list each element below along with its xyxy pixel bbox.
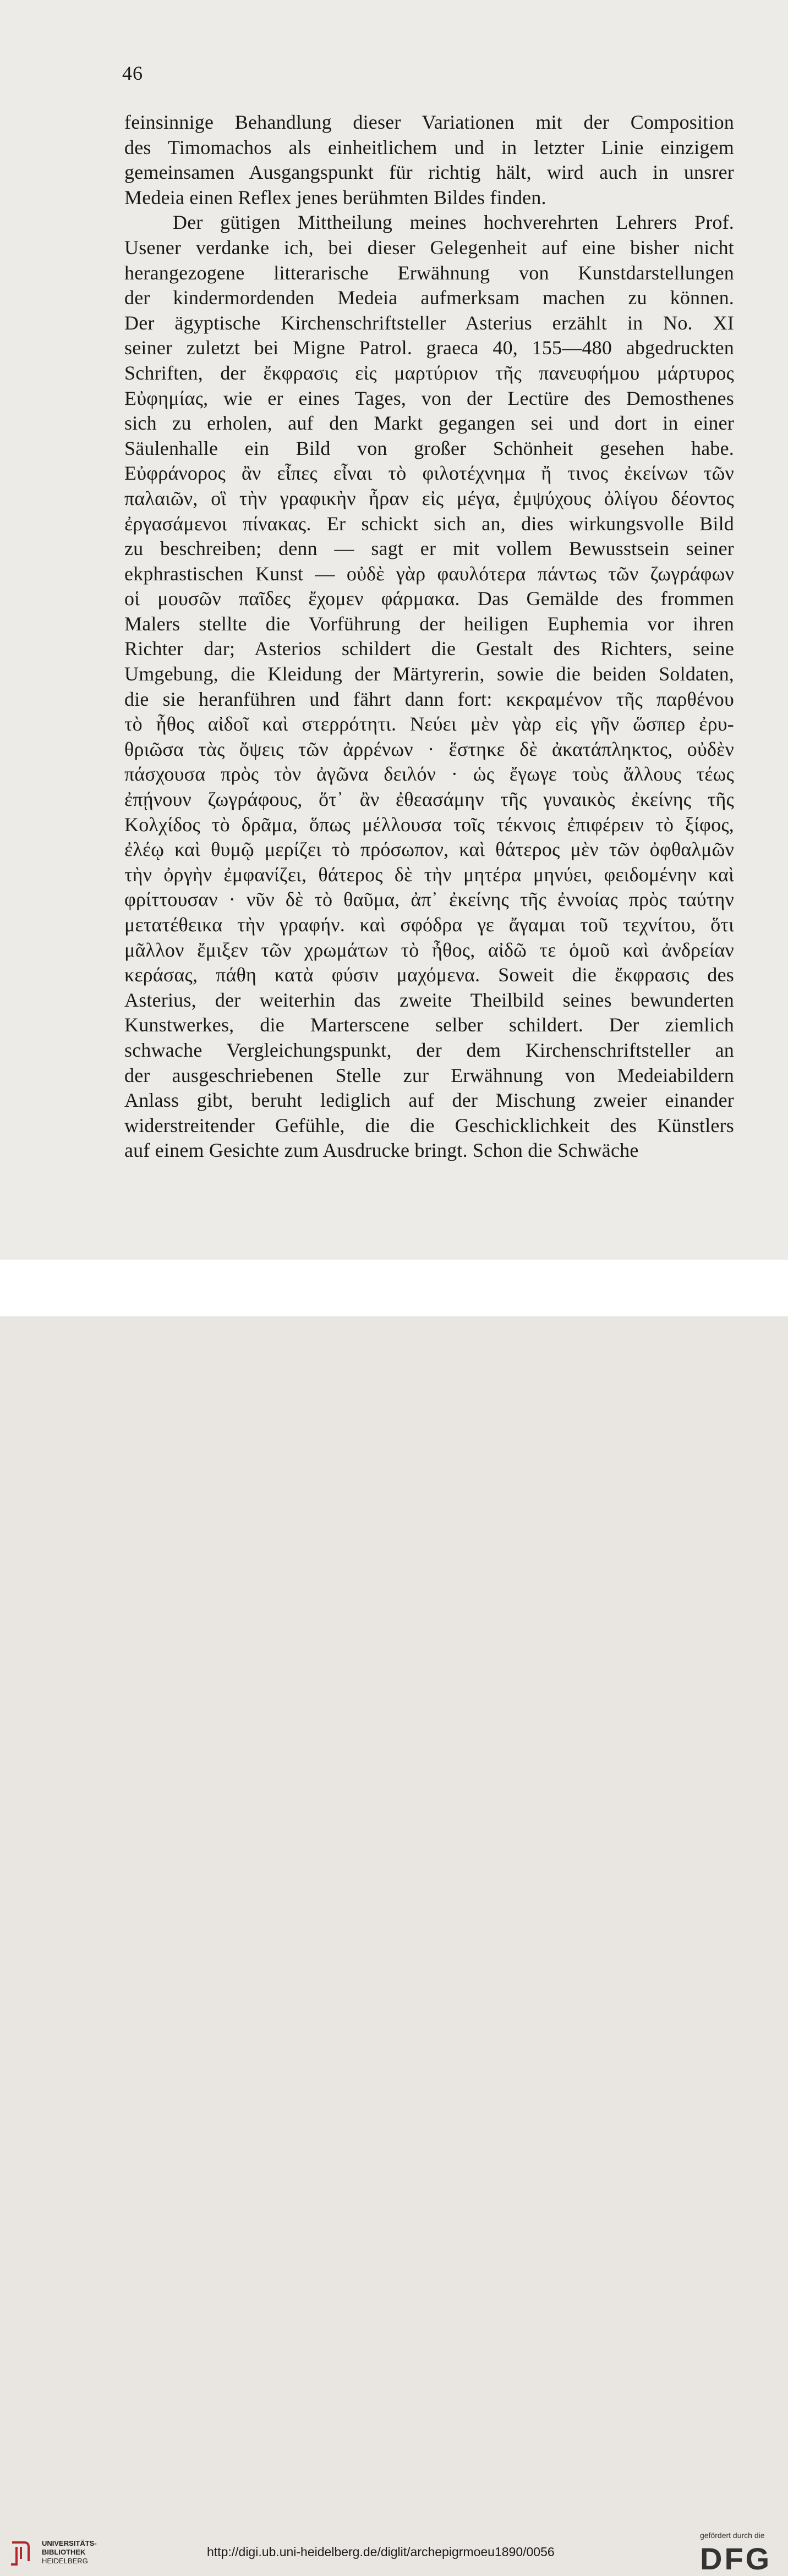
text-line: Richter dar; Asterios schildert die Gestalt des Richters, seine — [124, 638, 734, 660]
text-line: Usener verdanke ich, bei dieser Gelegenheit auf eine bisher nicht — [124, 236, 734, 259]
text-line: παλαιῶν, οἳ τὴν γραφικὴν ἦραν εἰς μέγα, ἐμψύχους ὀλίγου δέοντος — [124, 487, 734, 509]
text-line: Malers stellte die Vorführung der heiligen Euphemia vor ihren — [124, 612, 734, 635]
text-line: φρίττουσαν · νῦν δὲ τὸ θαῦμα, ἀπ᾽ ἐκείνης τῆς ἐννοίας πρὸς ταύτην — [124, 888, 734, 911]
text-line: Umgebung, die Kleidung der Märtyrerin, sowie die beiden Soldaten, — [124, 663, 734, 685]
text-line: Anlass gibt, beruht lediglich auf der Mischung zweier einander — [124, 1089, 734, 1112]
text-line: πάσχουσα πρὸς τὸν ἀγῶνα δειλόν · ὡς ἔγωγε τοὺς ἄλλους τέως — [124, 763, 734, 786]
text-line: herangezogene litterarische Erwähnung von Kunstdarstellungen — [124, 261, 734, 284]
text-line: auf einem Gesichte zum Ausdrucke bringt. Schon die Schwäche — [124, 1139, 639, 1162]
university-library-logo-icon — [8, 2539, 32, 2568]
text-line: der kindermordenden Medeia aufmerksam machen zu können. — [124, 287, 734, 309]
text-line: κεράσας, πάθη κατὰ φύσιν μαχόμενα. Soweit die ἔκφρασις des — [124, 964, 734, 986]
funding-note: gefördert durch die — [700, 2531, 765, 2540]
text-line: τὴν ὀργὴν ἐμφανίζει, θάτερος δὲ τὴν μητέρα μηνύει, φειδομένην καὶ — [124, 863, 734, 886]
text-line: Κολχίδος τὸ δρᾶμα, ὅπως μέλλουσα τοῖς τέκνοις ἐπιφέρειν τὸ ξίφος, — [124, 813, 734, 836]
text-line: ἐλέῳ καὶ θυμῷ μερίζει τὸ πρόσωπον, καὶ θάτερος μὲν τῶν ὀφθαλμῶν — [124, 838, 734, 861]
text-line: Kunstwerkes, die Marterscene selber schildert. Der ziemlich — [124, 1014, 734, 1036]
text-line: οἱ μουσῶν παῖδες ἔχομεν φάρμακα. Das Gemälde des frommen — [124, 587, 734, 610]
scanned-page — [0, 0, 788, 1260]
text-line: θριῶσα τὰς ὄψεις τῶν ἀρρένων · ἕστηκε δὲ ἀκατάπληκτος, οὐδὲν — [124, 738, 734, 760]
text-line: Asterius, der weiterhin das zweite Theilbild seines bewunderten — [124, 988, 734, 1011]
text-line: Εὐφράνορος ἂν εἶπες εἶναι τὸ φιλοτέχνημα ἤ τινος ἐκείνων τῶν — [124, 462, 734, 485]
source-url-link[interactable]: http://digi.ub.uni-heidelberg.de/diglit/archepigrmoeu1890/0056 — [207, 2545, 555, 2559]
text-line: Schriften, der ἔκφρασις εἰς μαρτύριον τῆς πανευφήμου μάρτυρος — [124, 361, 734, 384]
text-line: schwache Vergleichungspunkt, der dem Kirchenschriftsteller an — [124, 1039, 734, 1061]
text-line: seiner zuletzt bei Migne Patrol. graeca 40, 155—480 abgedruckten — [124, 337, 734, 359]
text-line: widerstreitender Gefühle, die die Geschicklichkeit des Künstlers — [124, 1114, 734, 1136]
text-line: des Timomachos als einheitlichem und in letzter Linie einzigem — [124, 136, 734, 158]
text-line: sich zu erholen, auf den Markt gegangen sei und dort in einer — [124, 412, 734, 435]
text-line: ἐργασάμενοι πίνακας. Er schickt sich an, dies wirkungsvolle Bild — [124, 512, 734, 535]
dfg-logo: DFG — [700, 2541, 772, 2576]
body-text — [124, 110, 734, 1163]
text-line: zu beschreiben; denn — sagt er mit vollem Bewusstsein seiner — [124, 537, 734, 560]
library-name-line3: HEIDELBERG — [42, 2557, 88, 2565]
text-line: μετατέθεικα τὴν γραφήν. καὶ σφόδρα γε ἄγαμαι τοῦ τεχνίτου, ὅτι — [124, 914, 734, 936]
text-line: gemeinsamen Ausgangspunkt für richtig hält, wird auch in unsrer — [124, 161, 734, 184]
text-line: Εὐφημίας, wie er eines Tages, von der Lectüre des Demosthenes — [124, 387, 734, 409]
text-line: Medeia einen Reflex jenes berühmten Bildes finden. — [124, 186, 546, 208]
text-line: feinsinnige Behandlung dieser Variationen mit der Composition — [124, 111, 734, 133]
library-name-line1: UNIVERSITÄTS- — [42, 2539, 97, 2547]
text-line: μᾶλλον ἔμιξεν τῶν χρωμάτων τὸ ἦθος, αἰδῶ τε ὁμοῦ καὶ ἀνδρείαν — [124, 938, 734, 961]
text-line: der ausgeschriebenen Stelle zur Erwähnung von Medeiabildern — [124, 1064, 734, 1086]
page-number: 46 — [122, 62, 143, 84]
text-line: τὸ ἦθος αἰδοῖ καὶ στερρότητι. Νεύει μὲν γὰρ εἰς γῆν ὥσπερ ἐρυ- — [124, 713, 734, 735]
library-name — [42, 2539, 97, 2566]
text-line: Der gütigen Mittheilung meines hochverehrten Lehrers Prof. — [173, 211, 734, 234]
text-line: die sie heranführen und fährt dann fort: κεκραμένον τῆς παρθένου — [124, 688, 734, 710]
footer-bar — [0, 1260, 788, 2576]
text-line: Der ägyptische Kirchenschriftsteller Asterius erzählt in No. XI — [124, 311, 734, 334]
text-line: Säulenhalle ein Bild von großer Schönheit gesehen habe. — [124, 437, 734, 459]
text-line: ἐπῄνουν ζωγράφους, ὅτ᾽ ἂν ἐθεασάμην τῆς γυναικὸς ἐκείνης τῆς — [124, 788, 734, 811]
text-line: ekphrastischen Kunst — οὐδὲ γὰρ φαυλότερα πάντως τῶν ζωγράφων — [124, 562, 734, 585]
library-name-line2: BIBLIOTHEK — [42, 2548, 86, 2556]
